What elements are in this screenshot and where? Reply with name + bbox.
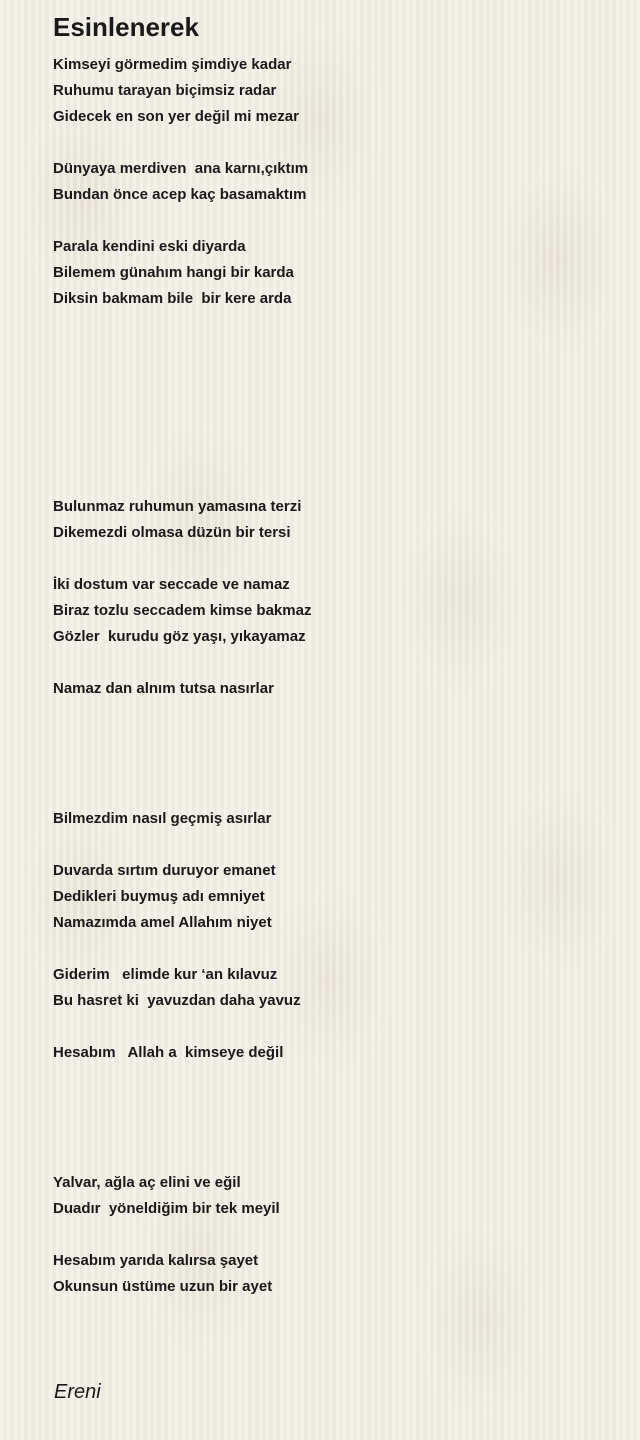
poem-line: Bu hasret ki yavuzdan daha yavuz [53,992,301,1009]
poem-line: Dedikleri buymuş adı emniyet [53,888,265,905]
poem-body [53,52,613,1300]
poem-line-blank [53,1222,613,1248]
poem-title: Esinlenerek [53,12,199,42]
poem-line-blank [53,416,613,442]
poem-line: Gözler kurudu göz yaşı, yıkayamaz [53,628,306,645]
poem-line: Giderim elimde kur ‘an kılavuz [53,966,278,983]
poem-line: Namaz dan alnım tutsa nasırlar [53,680,274,697]
poem-line: Duvarda sırtım duruyor emanet [53,862,276,879]
poem-line: Gidecek en son yer değil mi mezar [53,108,299,125]
poem-line: Bundan önce acep kaç basamaktım [53,186,307,203]
poem-line: Namazımda amel Allahım niyet [53,914,272,931]
poem-line-blank [53,208,613,234]
poem-line: Parala kendini eski diyarda [53,238,246,255]
poem-line-blank [53,338,613,364]
poem-line: Kimseyi görmedim şimdiye kadar [53,56,292,73]
poem-line-blank [53,390,613,416]
poem-line-blank [53,1066,613,1092]
poem-line-blank [53,442,613,468]
poem-line-blank [53,702,613,728]
poem-line: Dünyaya merdiven ana karnı,çıktım [53,160,309,177]
poem-line-blank [53,364,613,390]
poem-line-blank [53,936,613,962]
poem-line-blank [53,832,613,858]
poem-line: Ruhumu tarayan biçimsiz radar [53,82,277,99]
poem-line: Hesabım Allah a kimseye değil [53,1044,284,1061]
poem-line-blank [53,1014,613,1040]
poem-line-blank [53,1118,613,1144]
poem-line: Diksin bakmam bile bir kere arda [53,290,292,307]
poem-line: Bulunmaz ruhumun yamasına terzi [53,498,302,515]
poem-author: Ereni [54,1381,101,1403]
poem-line: Okunsun üstüme uzun bir ayet [53,1278,273,1295]
poem-line-blank [53,1144,613,1170]
poem-line-blank [53,312,613,338]
poem-line-blank [53,754,613,780]
poem-line: Duadır yöneldiğim bir tek meyil [53,1200,280,1217]
poem-line-blank [53,1092,613,1118]
poem-line: İki dostum var seccade ve namaz [53,576,290,593]
poem-line: Biraz tozlu seccadem kimse bakmaz [53,602,312,619]
poem-line: Yalvar, ağla aç elini ve eğil [53,1174,241,1191]
poem-line-blank [53,546,613,572]
poem-line-blank [53,650,613,676]
poem-line: Hesabım yarıda kalırsa şayet [53,1252,259,1269]
poem-line-blank [53,728,613,754]
poem-line-blank [53,468,613,494]
poem-line: Dikemezdi olmasa düzün bir tersi [53,524,291,541]
poem-line-blank [53,130,613,156]
poem-line: Bilemem günahım hangi bir karda [53,264,294,281]
poem-line: Bilmezdim nasıl geçmiş asırlar [53,810,272,827]
poem-line-blank [53,780,613,806]
